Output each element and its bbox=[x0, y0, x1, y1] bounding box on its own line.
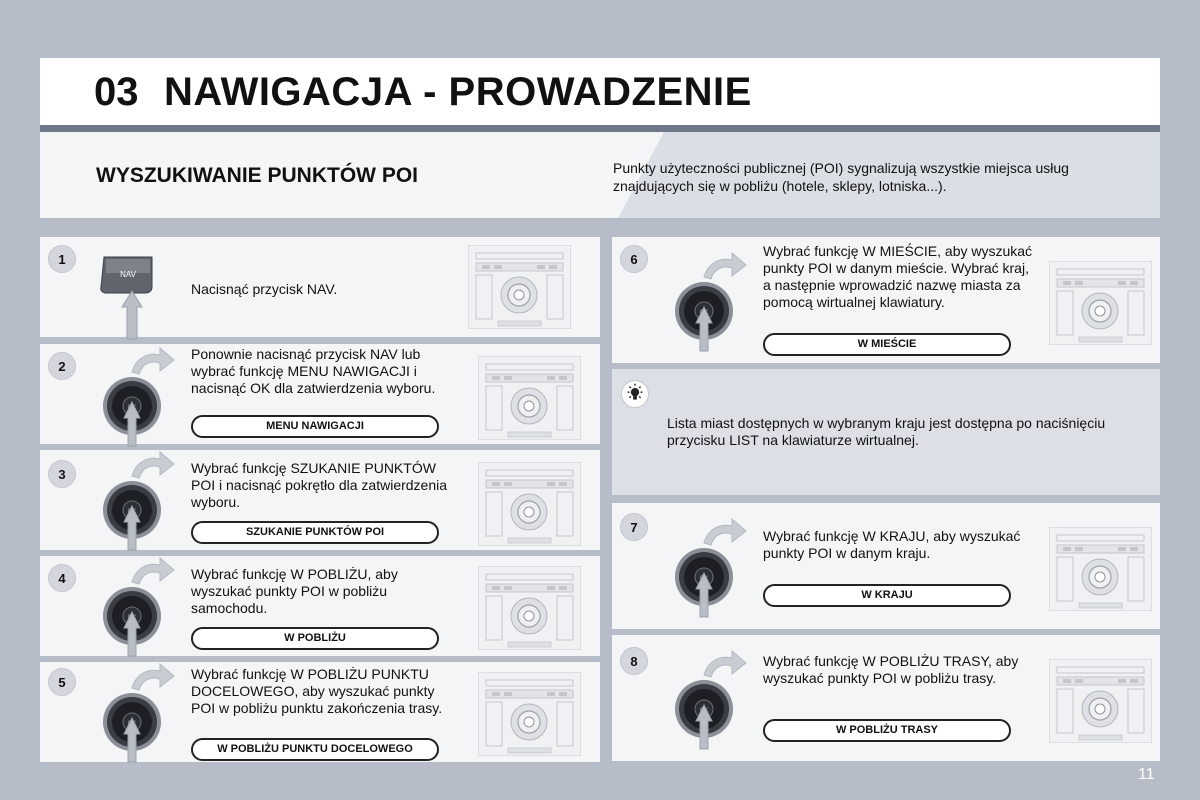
section-description: Punkty użyteczności publicznej (POI) sygnalizują wszystkie miejsca usług znajdujących się w pobliżu (hotele, sklepy, lotniska...). bbox=[613, 160, 1069, 194]
step-number-badge: 6 bbox=[620, 245, 648, 273]
step-number-badge: 3 bbox=[48, 460, 76, 488]
step-panel-3 bbox=[40, 450, 600, 550]
option-label: SZUKANIE PUNKTÓW POI bbox=[191, 521, 439, 544]
rotary-knob-icon bbox=[674, 517, 748, 619]
option-label: W KRAJU bbox=[763, 584, 1011, 607]
radio-unit-icon bbox=[478, 672, 581, 756]
radio-unit-icon bbox=[1049, 261, 1152, 345]
step-panel-4 bbox=[40, 556, 600, 656]
step-number-badge: 5 bbox=[48, 668, 76, 696]
nav-button-icon bbox=[98, 253, 158, 341]
option-label: W POBLIŻU bbox=[191, 627, 439, 650]
step-text: Wybrać funkcję W POBLIŻU, aby wyszukać punkty POI w pobliżu samochodu. bbox=[191, 566, 398, 616]
page-title: NAWIGACJA - PROWADZENIE bbox=[164, 70, 752, 114]
option-label: W MIEŚCIE bbox=[763, 333, 1011, 356]
header-divider bbox=[40, 125, 1160, 132]
radio-unit-icon bbox=[468, 245, 571, 329]
radio-unit-icon bbox=[478, 356, 581, 440]
step-panel-2 bbox=[40, 344, 600, 444]
chapter-header bbox=[40, 58, 1160, 125]
step-text: Wybrać funkcję W KRAJU, aby wyszukać punkty POI w danym kraju. bbox=[763, 528, 1021, 561]
option-label: MENU NAWIGACJI bbox=[191, 415, 439, 438]
step-number-badge: 7 bbox=[620, 513, 648, 541]
step-panel-8 bbox=[612, 635, 1160, 761]
step-panel-7 bbox=[612, 503, 1160, 629]
step-panel-6 bbox=[612, 237, 1160, 363]
step-text: Wybrać funkcję W POBLIŻU TRASY, aby wyszukać punkty POI w pobliżu trasy. bbox=[763, 653, 1019, 686]
section-banner bbox=[40, 132, 1160, 218]
svg-text:NAV: NAV bbox=[120, 270, 136, 279]
radio-unit-icon bbox=[478, 462, 581, 546]
radio-unit-icon bbox=[1049, 527, 1152, 611]
section-heading: WYSZUKIWANIE PUNKTÓW POI bbox=[96, 164, 418, 187]
chapter-number: 03 bbox=[94, 70, 139, 114]
step-number-badge: 4 bbox=[48, 564, 76, 592]
rotary-knob-icon bbox=[102, 662, 176, 764]
step-panel-5 bbox=[40, 662, 600, 762]
step-number-badge: 1 bbox=[48, 245, 76, 273]
rotary-knob-icon bbox=[102, 346, 176, 448]
rotary-knob-icon bbox=[102, 556, 176, 658]
step-number-badge: 8 bbox=[620, 647, 648, 675]
tip-text: Lista miast dostępnych w wybranym kraju jest dostępna po naciśnięciu przycisku LIST na klawiaturze wirtualnej. bbox=[667, 415, 1106, 448]
option-label: W POBLIŻU PUNKTU DOCELOWEGO bbox=[191, 738, 439, 761]
radio-unit-icon bbox=[478, 566, 581, 650]
page-number: 11 bbox=[1138, 766, 1155, 783]
rotary-knob-icon bbox=[674, 649, 748, 751]
step-panel-1 bbox=[40, 237, 600, 337]
rotary-knob-icon bbox=[674, 251, 748, 353]
rotary-knob-icon bbox=[102, 450, 176, 552]
step-number-badge: 2 bbox=[48, 352, 76, 380]
lightbulb-icon bbox=[621, 380, 649, 408]
step-text: Nacisnąć przycisk NAV. bbox=[191, 281, 338, 297]
radio-unit-icon bbox=[1049, 659, 1152, 743]
step-text: Wybrać funkcję W MIEŚCIE, aby wyszukać punkty POI w danym mieście. Wybrać kraj, a następnie wprowadzić nazwę miasta za pomocą wirtualnej klawiatury. bbox=[763, 243, 1033, 310]
step-text: Ponownie nacisnąć przycisk NAV lub wybrać funkcję MENU NAWIGACJI i nacisnąć OK dla zatwierdzenia wyboru. bbox=[191, 346, 436, 396]
step-text: Wybrać funkcję W POBLIŻU PUNKTU DOCELOWEGO, aby wyszukać punkty POI w pobliżu punktu zakończenia trasy. bbox=[191, 666, 443, 716]
option-label: W POBLIŻU TRASY bbox=[763, 719, 1011, 742]
step-text: Wybrać funkcję SZUKANIE PUNKTÓW POI i nacisnąć pokrętło dla zatwierdzenia wyboru. bbox=[191, 460, 448, 510]
